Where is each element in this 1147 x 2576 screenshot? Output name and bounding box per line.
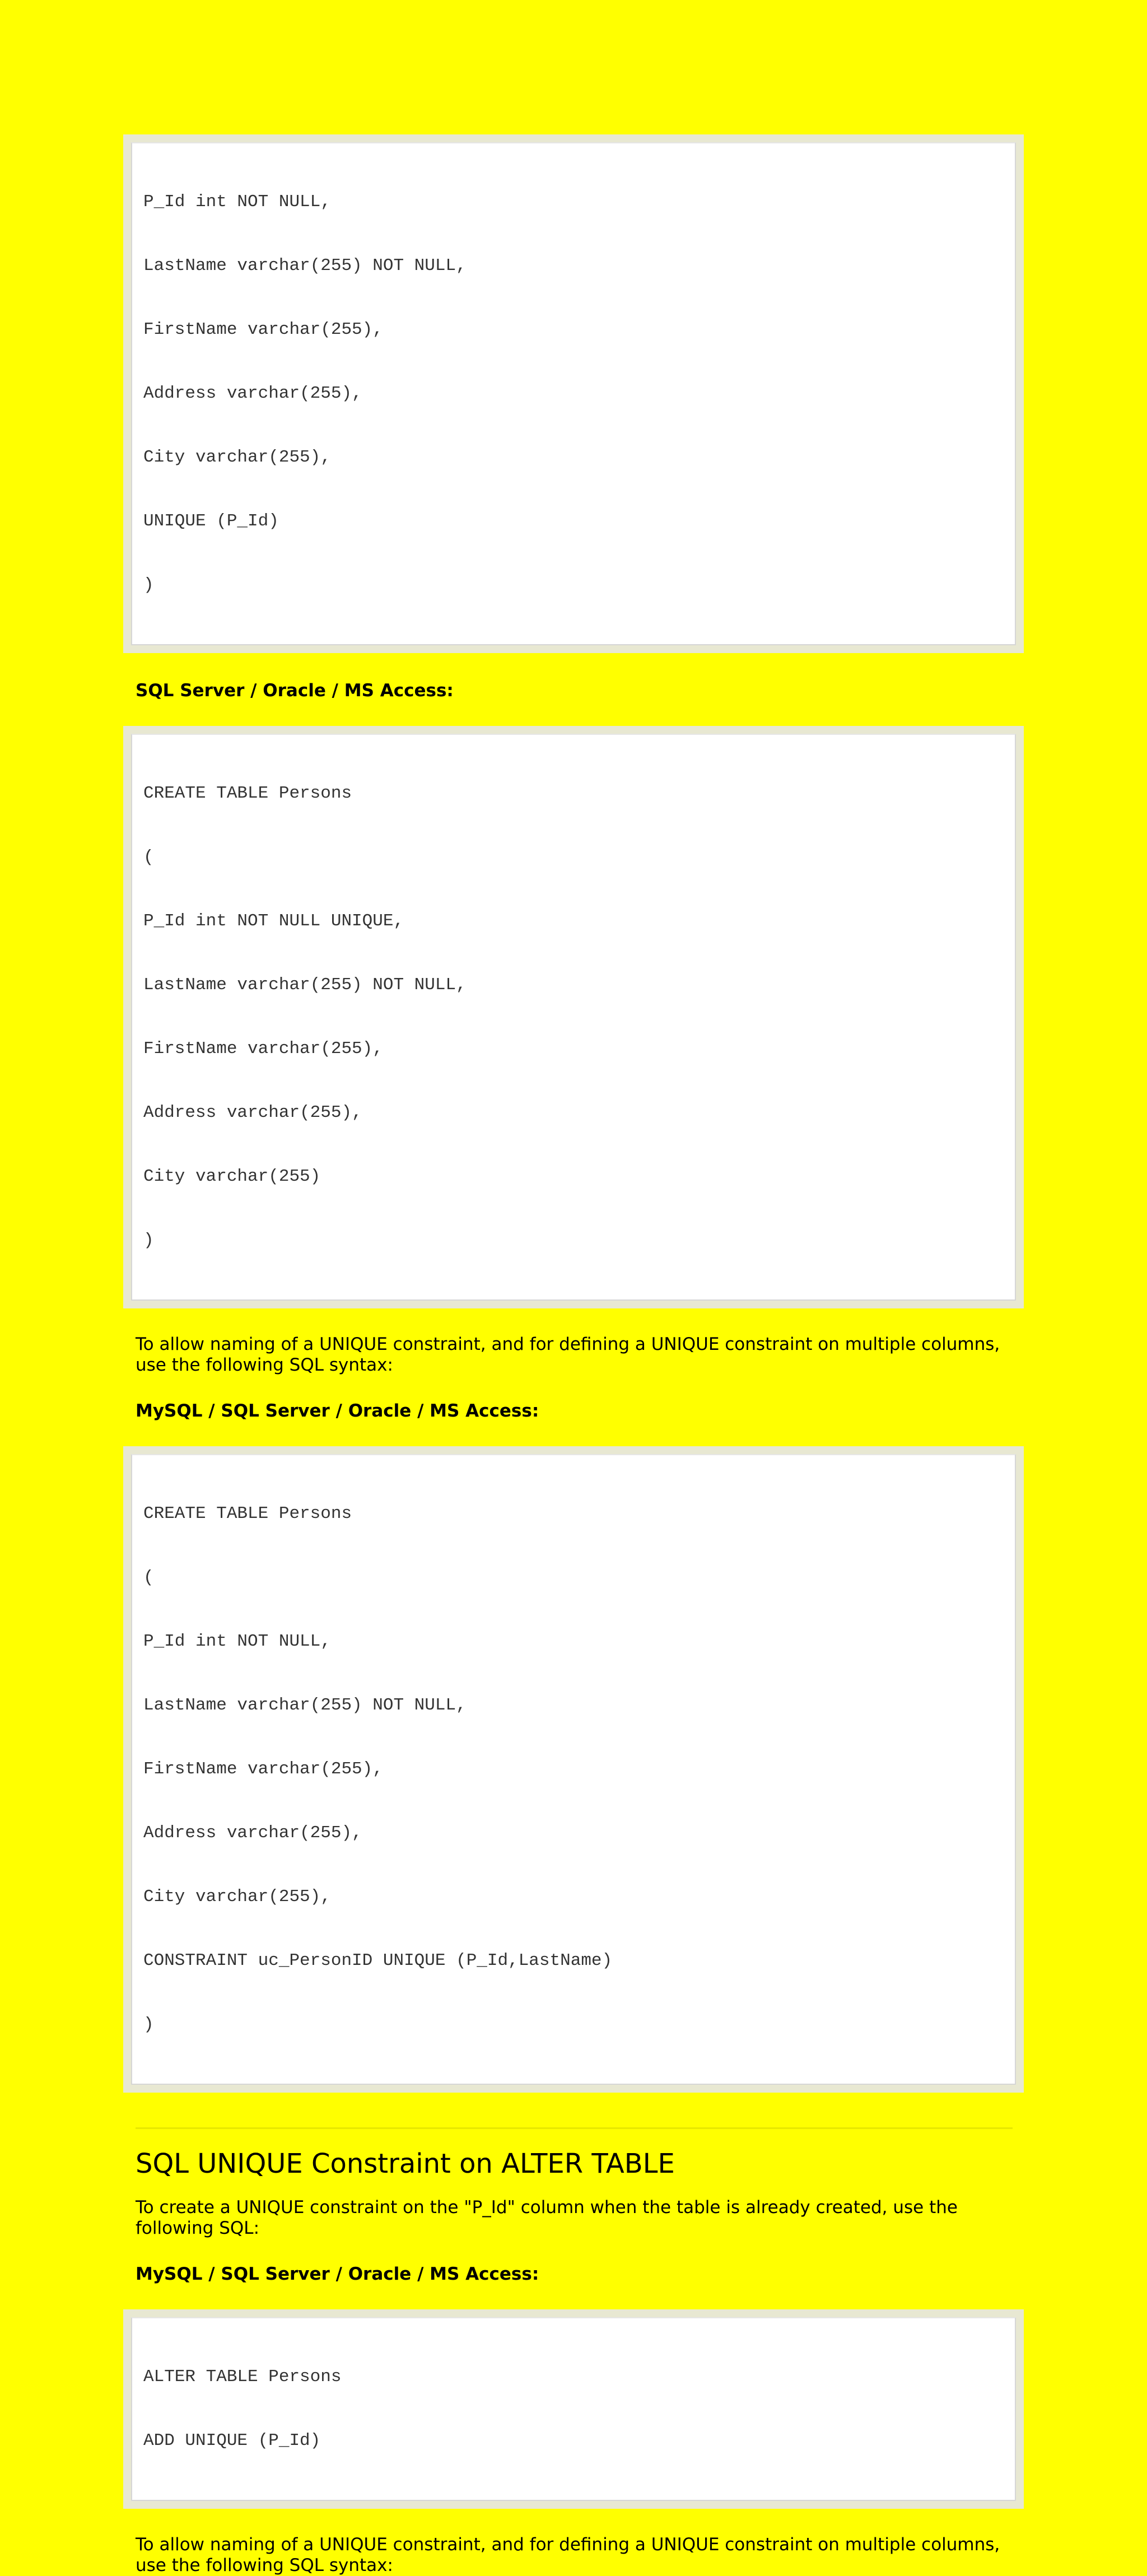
paragraph: To create a UNIQUE constraint on the "P_Id" column when the table is already created, use the following SQL:	[136, 2197, 958, 2238]
code-line: Address varchar(255),	[143, 1103, 362, 1122]
code-line: (	[143, 1568, 154, 1587]
code-line: FirstName varchar(255),	[143, 320, 383, 339]
code-box	[131, 734, 1016, 1301]
code-example-2	[123, 726, 1024, 1308]
code-line: )	[143, 575, 154, 595]
section-heading: SQL UNIQUE Constraint on ALTER TABLE	[136, 2148, 675, 2179]
code-line: P_Id int NOT NULL,	[143, 192, 331, 212]
code-line: LastName varchar(255) NOT NULL,	[143, 256, 467, 276]
code-line: ALTER TABLE Persons	[143, 2367, 342, 2387]
dialect-label: MySQL / SQL Server / Oracle / MS Access:	[136, 1401, 539, 1421]
code-line: Address varchar(255),	[143, 384, 362, 403]
paragraph: To allow naming of a UNIQUE constraint, and for defining a UNIQUE constraint on multiple columns, use the following SQL syntax:	[136, 2535, 1000, 2575]
code-line: P_Id int NOT NULL UNIQUE,	[143, 911, 404, 931]
code-line: )	[143, 2015, 154, 2034]
code-line: (	[143, 847, 154, 867]
code-box	[131, 2317, 1016, 2501]
document-content	[123, 134, 1024, 2576]
dialect-label: SQL Server / Oracle / MS Access:	[136, 681, 454, 701]
code-example-1	[123, 134, 1024, 653]
code-line: FirstName varchar(255),	[143, 1039, 383, 1059]
code-example-3	[123, 1446, 1024, 2093]
code-line: LastName varchar(255) NOT NULL,	[143, 975, 467, 995]
code-line: P_Id int NOT NULL,	[143, 1632, 331, 1651]
code-line: )	[143, 1231, 154, 1250]
code-example-4	[123, 2309, 1024, 2509]
section-divider	[136, 2127, 1013, 2129]
code-line: City varchar(255),	[143, 1887, 331, 1907]
code-line: ADD UNIQUE (P_Id)	[143, 2431, 321, 2451]
dialect-label: MySQL / SQL Server / Oracle / MS Access:	[136, 2264, 539, 2284]
code-line: FirstName varchar(255),	[143, 1759, 383, 1779]
code-line: CONSTRAINT uc_PersonID UNIQUE (P_Id,LastName)	[143, 1951, 613, 1971]
code-box	[131, 1454, 1016, 2085]
code-line: City varchar(255),	[143, 448, 331, 467]
code-box	[131, 142, 1016, 645]
code-line: City varchar(255)	[143, 1167, 321, 1186]
code-line: UNIQUE (P_Id)	[143, 511, 279, 531]
code-line: CREATE TABLE Persons	[143, 1504, 352, 1524]
code-line: CREATE TABLE Persons	[143, 784, 352, 803]
paragraph: To allow naming of a UNIQUE constraint, and for defining a UNIQUE constraint on multiple columns, use the following SQL syntax:	[136, 1334, 1000, 1375]
code-line: LastName varchar(255) NOT NULL,	[143, 1695, 467, 1715]
code-line: Address varchar(255),	[143, 1823, 362, 1843]
